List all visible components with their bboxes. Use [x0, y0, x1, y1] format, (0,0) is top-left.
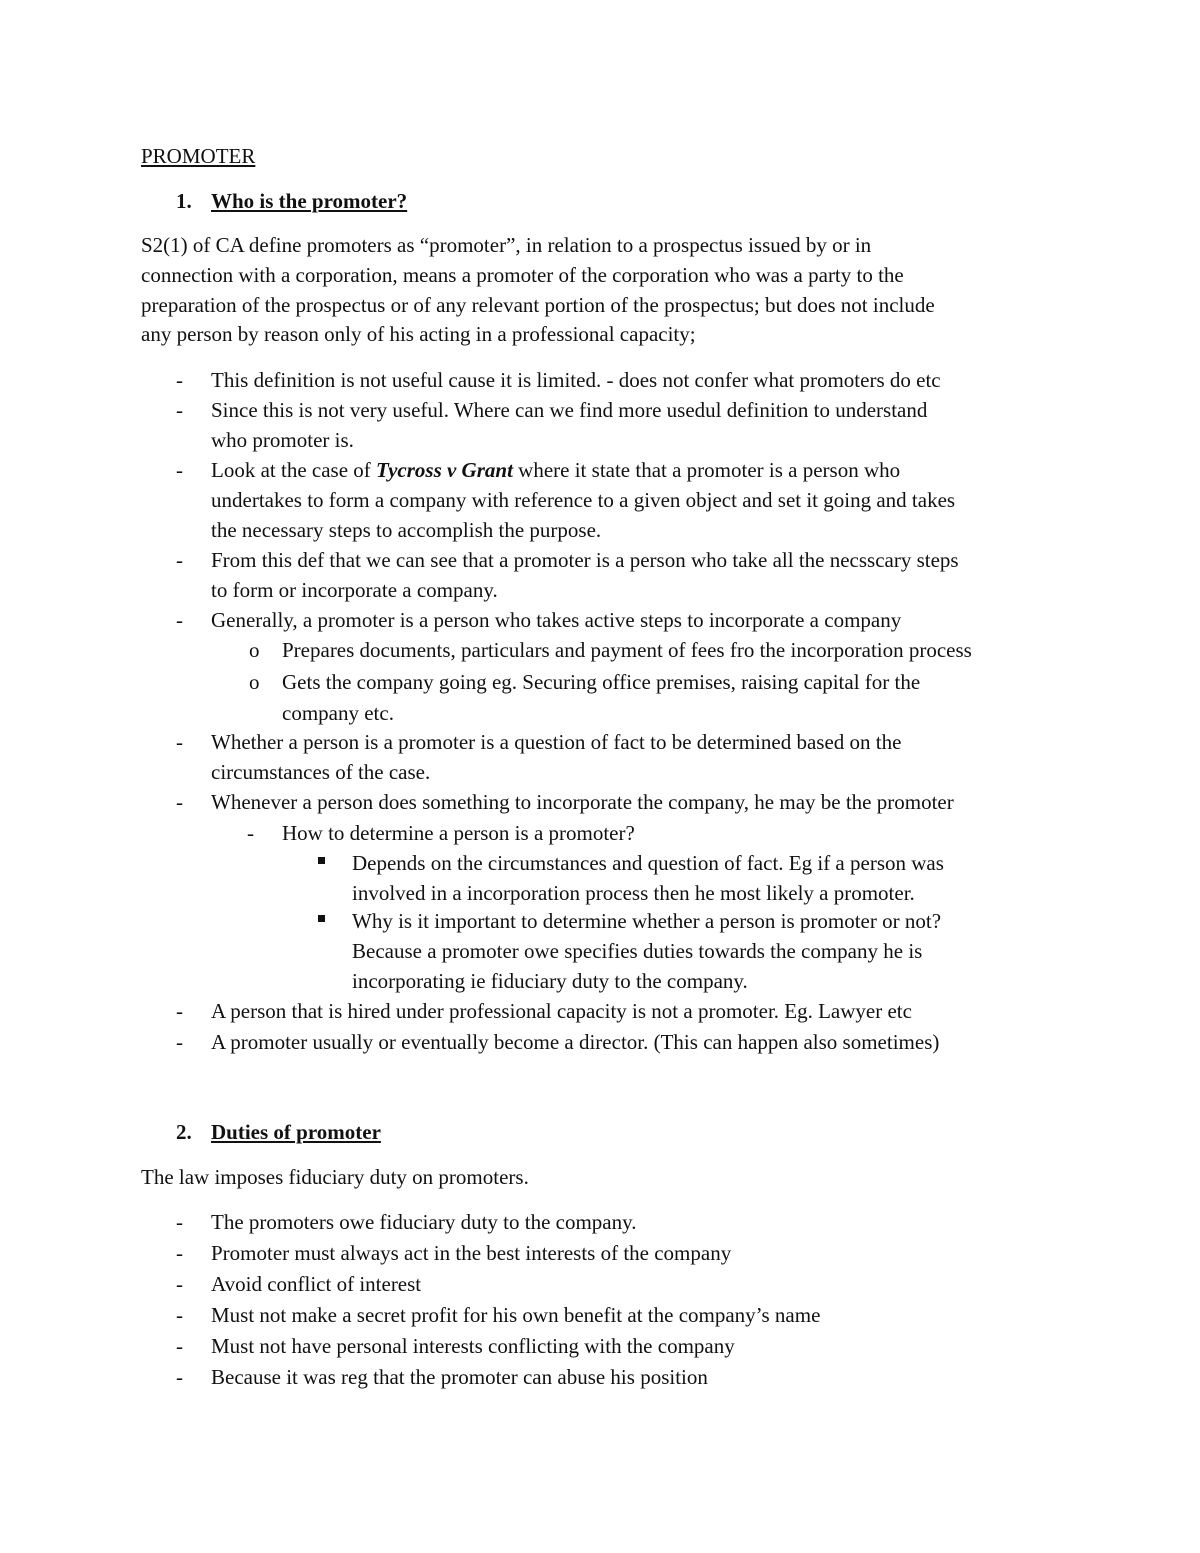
bullet-text: A person that is hired under professional capacity is not a promoter. Eg. Lawyer etc	[211, 999, 912, 1023]
dash-bullet: -	[247, 821, 254, 845]
sub-bullet-text: Gets the company going eg. Securing office premises, raising capital for the	[282, 670, 921, 694]
duty-bullet-text: Must not have personal interests conflicting with the company	[211, 1334, 735, 1358]
dash-bullet: -	[176, 1334, 183, 1358]
square-bullet-icon	[318, 857, 325, 864]
bullet-text: undertakes to form a company with reference to a given object and set it going and takes	[211, 488, 956, 512]
dash-bullet: -	[176, 730, 183, 754]
circle-bullet-icon: o	[249, 638, 260, 662]
square-bullet-text: incorporating ie fiduciary duty to the company.	[352, 969, 748, 993]
definition-line-1: S2(1) of CA define promoters as “promoter”, in relation to a prospectus issued by or in	[141, 233, 872, 257]
dash-bullet: -	[176, 1241, 183, 1265]
section-2-heading: Duties of promoter	[211, 1120, 381, 1144]
square-bullet-text: Depends on the circumstances and question of fact. Eg if a person was	[352, 851, 944, 875]
duty-bullet-text: Promoter must always act in the best interests of the company	[211, 1241, 732, 1265]
square-bullet-icon	[318, 915, 325, 922]
bullet-text: Whenever a person does something to incorporate the company, he may be the promoter	[211, 790, 954, 814]
bullet-text: circumstances of the case.	[211, 760, 431, 784]
duty-bullet-text: Avoid conflict of interest	[211, 1272, 422, 1296]
circle-bullet-icon: o	[249, 670, 260, 694]
bullet-text: the necessary steps to accomplish the purpose.	[211, 518, 602, 542]
bullet-text: From this def that we can see that a promoter is a person who take all the necsscary steps	[211, 548, 959, 572]
definition-line-2: connection with a corporation, means a promoter of the corporation who was a party to the	[141, 263, 904, 287]
square-bullet-text: Why is it important to determine whether a person is promoter or not?	[352, 909, 942, 933]
duty-bullet-text: Must not make a secret profit for his own benefit at the company’s name	[211, 1303, 821, 1327]
bullet-text: Generally, a promoter is a person who takes active steps to incorporate a company	[211, 608, 902, 632]
section-2-intro: The law imposes fiduciary duty on promoters.	[141, 1165, 529, 1189]
definition-line-4: any person by reason only of his acting in a professional capacity;	[141, 322, 696, 346]
document-title: PROMOTER	[141, 144, 256, 168]
dash-bullet: -	[176, 1365, 183, 1389]
dash-bullet: -	[176, 1272, 183, 1296]
sub-bullet-text: company etc.	[282, 701, 394, 725]
case-name: Tycross v Grant	[376, 458, 513, 482]
bullet-text: A promoter usually or eventually become a director. (This can happen also sometimes)	[211, 1030, 940, 1054]
dash-bullet: -	[176, 398, 183, 422]
nested-dash-text: How to determine a person is a promoter?	[282, 821, 635, 845]
section-1-number: 1.	[176, 189, 192, 213]
bullet-text: Since this is not very useful. Where can we find more usedul definition to understand	[211, 398, 928, 422]
bullet-text: This definition is not useful cause it is limited. - does not confer what promoters do etc	[211, 368, 941, 392]
square-bullet-text: Because a promoter owe specifies duties towards the company he is	[352, 939, 923, 963]
dash-bullet: -	[176, 1303, 183, 1327]
dash-bullet: -	[176, 1210, 183, 1234]
dash-bullet: -	[176, 608, 183, 632]
square-bullet-text: involved in a incorporation process then he most likely a promoter.	[352, 881, 915, 905]
definition-line-3: preparation of the prospectus or of any relevant portion of the prospectus; but does not include	[141, 293, 935, 317]
dash-bullet: -	[176, 1030, 183, 1054]
case-bullet-prefix: Look at the case of	[211, 458, 377, 482]
case-bullet-suffix: where it state that a promoter is a person who	[512, 458, 901, 482]
dash-bullet: -	[176, 999, 183, 1023]
dash-bullet: -	[176, 458, 183, 482]
sub-bullet-text: Prepares documents, particulars and payment of fees fro the incorporation process	[282, 638, 972, 662]
section-2-number: 2.	[176, 1120, 192, 1144]
dash-bullet: -	[176, 548, 183, 572]
case-bullet-line-1	[211, 455, 900, 485]
bullet-text: who promoter is.	[211, 428, 354, 452]
bullet-text: Whether a person is a promoter is a question of fact to be determined based on the	[211, 730, 902, 754]
duty-bullet-text: Because it was reg that the promoter can abuse his position	[211, 1365, 708, 1389]
dash-bullet: -	[176, 368, 183, 392]
section-1-heading: Who is the promoter?	[211, 189, 408, 213]
duty-bullet-text: The promoters owe fiduciary duty to the company.	[211, 1210, 637, 1234]
bullet-text: to form or incorporate a company.	[211, 578, 498, 602]
dash-bullet: -	[176, 790, 183, 814]
